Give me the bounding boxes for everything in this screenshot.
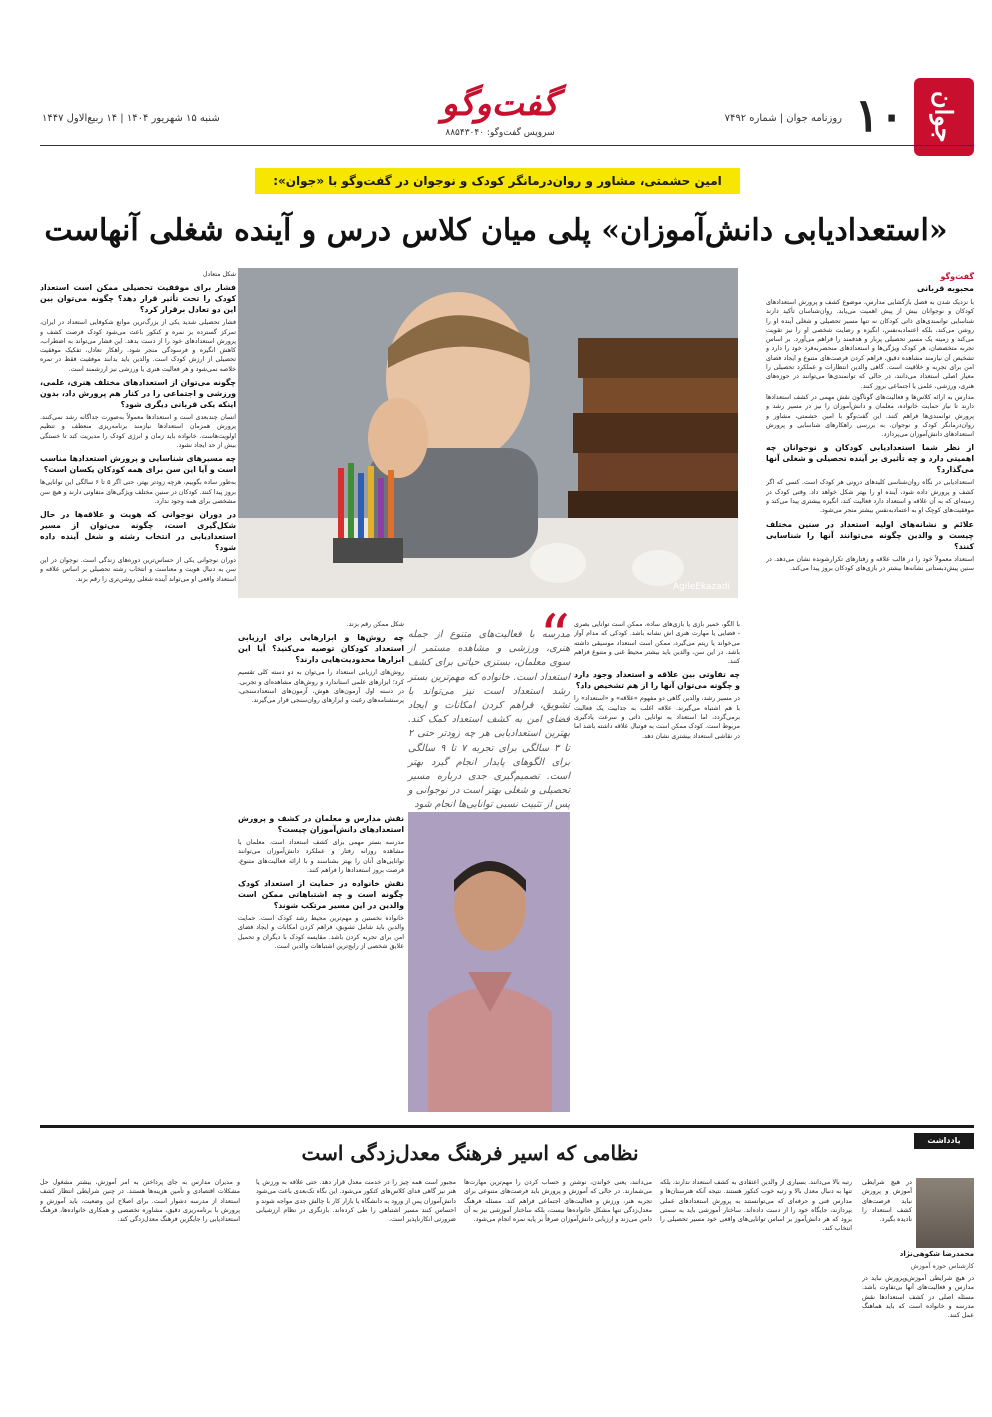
article-column-middle-c — [238, 620, 404, 805]
article-column-middle-a — [574, 620, 740, 1110]
opinion-column-3 — [256, 1178, 456, 1410]
intro-paragraph: با نزدیک شدن به فصل بازگشایی مدارس، موضوع کشف و پرورش استعدادهای کودکان و نوجوانان بیش از پیش اهمیت می‌یابد. روان‌شناسان تأکید دارند شناسایی توانمندی‌های ذاتی کودکان نه تنها مسیر تحصیلی و شغلی آینده او را روشن می‌کند، بلکه اعتمادبه‌نفس، انگیزه و رضایت شخصی او را نیز تقویت می‌کند و زمینه یک مسیر تحصیلی پربار و هدفمند را فراهم می‌آورد. بر اساس تجربه متخصصان، هر کودک ویژگی‌ها و استعدادهای منحصربه‌فرد خود را دارد و تشخیص آن نیازمند مشاهده دقیق، فراهم کردن فرصت‌های متنوع و ایجاد فضای امن برای تجربه و خلاقیت است. گاهی والدین انتظارات و عملکرد تحصیلی را معیار اصلی استعداد می‌دانند، در حالی که توانمندی‌ها می‌توانند در حوزه‌های هنری، ورزشی، علمی یا اجتماعی بروز کنند. — [766, 299, 974, 390]
section-logo: گفت‌وگو — [441, 84, 559, 124]
boy-illustration — [238, 268, 738, 598]
paragraph: و مدیران مدارس به جای پرداختن به امر آموزش، بیشتر مشغول حل مشکلات اقتصادی و تأمین هزینه‌ها هستند. در چنین شرایطی انتظار کشف استعداد از مدرسه دشوار است. برای اصلاح این وضعیت، باید آموزش و پرورش با برنامه‌ریزی دقیق، مشاوره تخصصی و همکاری خانواده‌ها، فرهنگ استعدادیابی را جایگزین فرهنگ معدل‌زدگی کند. — [40, 1179, 240, 1224]
paragraph: به‌طور ساده بگوییم، هرچه زودتر بهتر، حتی اگر ۵ تا ۶ سالگی این توانایی‌ها بروز پیدا کنند. کودکان در سنین مختلف ویژگی‌های متفاوتی دارند و هیچ سن مشخصی برای همه وجود ندارد. — [40, 479, 236, 505]
section-service: سرویس گفت‌وگو: ۸۸۵۴۳۰۴۰ — [445, 128, 555, 138]
paragraph: استعدادیابی در نگاه روان‌شناسی کلیدهای درونی هر کودک است. کسی که اگر کشف و پرورش داده شود، آینده او را بهتر شکل خواهد داد. وقتی کودک در زمینه‌ای که به آن علاقه و استعداد دارد فعالیت کند، انگیزه بیشتری پیدا می‌کند و موفقیت‌های کوچک او به اعتمادبه‌نفس بیشتر منجر می‌شود. — [766, 479, 974, 515]
author-box — [862, 1178, 974, 1410]
opinion-column-4 — [40, 1178, 240, 1410]
article-headline: «استعدادیابی دانش‌آموزان» پلی میان کلاس درس و آینده شغلی آنهاست — [44, 213, 948, 248]
paragraph: استعداد معمولاً خود را در قالب علاقه و رفتارهای تکرارشونده نشان می‌دهد. در سنین پیش‌دبستانی نشانه‌ها بیشتر در بازی‌های کودکان بروز پیدا می‌کند. — [766, 555, 974, 572]
byline-tag: گفت‌وگو — [940, 272, 974, 281]
masthead — [0, 0, 992, 160]
paragraph: مدرسه بستر مهمی برای کشف استعداد است. معلمان با مشاهده روزانه رفتار و عملکرد دانش‌آموزان می‌توانند توانایی‌های آنان را بهتر بشناسند و با ارائه فعالیت‌های متنوع، فرصت بروز استعدادها را فراهم کنند. — [238, 839, 404, 874]
author-role: کارشناس حوزه آموزش — [910, 1262, 974, 1270]
question-heading: نقش خانواده در حمایت از استعداد کودک چگونه است و چه اشتباهاتی ممکن است والدین در این مسیر مرتکب شوند؟ — [238, 879, 404, 911]
photo-credit: AgileEkazadi — [672, 582, 730, 592]
question-heading: چگونه می‌توان از استعدادهای مختلف هنری، علمی، ورزشی و اجتماعی را در کنار هم پرورش داد، بدون اینکه یکی قربانی دیگری شود؟ — [40, 378, 236, 410]
quote-mark-icon: “ — [539, 602, 570, 672]
question-heading: از نظر شما استعدادیابی کودکان و نوجوانان چه اهمیتی دارد و چه تأثیری بر آینده تحصیلی و شغلی آنها می‌گذارد؟ — [766, 443, 974, 475]
question-heading: فشار برای موفقیت تحصیلی ممکن است استعداد کودک را تحت تأثیر قرار دهد؟ چگونه می‌توان بین این دو تعادل برقرار کرد؟ — [40, 283, 236, 315]
author-body: در هیچ شرایطی آموزش‌وپرورش نباید در مدارس و فعالیت‌های آنها بی‌تفاوت باشد. مسئله اصلی در کشف استعدادها نقش مدرسه و خانواده است که باید هماهنگ عمل کنند. — [862, 1275, 974, 1320]
opinion-column-1 — [660, 1178, 852, 1410]
issue-info: روزنامه جوان | شماره ۷۴۹۲ — [724, 113, 842, 124]
paragraph: انسان چندبعدی است و استعدادها معمولاً به‌صورت جداگانه رشد نمی‌کنند. پرورش همزمان استعدادها نیازمند برنامه‌ریزی منعطف و تنظیم اولویت‌هاست. خانواده باید زمان و انرژی کودک را مدیریت کند تا خستگی بیش از حد ایجاد نشود. — [40, 414, 236, 449]
paragraph: مدارس به ارائه کلاس‌ها و فعالیت‌های گوناگون نقش مهمی در کشف استعدادها دارند تا نیاز حمایت خانواده، معلمان و دانش‌آموزان را نیز در مسیر رشد و پرورش توانمندی‌ها فراهم کنند. این گفت‌وگو با امین حشمتی، مشاور و روان‌درمانگر کودک و نوجوان، به بررسی راهکارهای شناسایی و پرورش استعدادهای دانش‌آموزان می‌پردازد. — [766, 393, 974, 439]
paragraph: مجبور است همه چیز را در خدمت معدل قرار دهد. حتی علاقه به ورزش یا هنر نیز گاهی فدای کلاس‌های کنکور می‌شود. این نگاه تک‌بعدی باعث می‌شود دانش‌آموزان پس از ورود به دانشگاه یا بازار کار با چالش جدی مواجه شوند و احساس کنند مسیر اشتباهی را طی کرده‌اند. بازنگری در نظام ارزشیابی ضرورتی انکارناپذیر است. — [256, 1179, 456, 1224]
page-number: ۱۰ — [854, 88, 904, 142]
paragraph: روش‌های ارزیابی استعداد را می‌توان به دو دسته کلی تقسیم کرد؛ ابزارهای علمی استاندارد و روش‌های مشاهده‌ای و تجربی. در دسته اول آزمون‌های هوش، آزمون‌های استعدادسنجی، پرسشنامه‌های رغبت و ابزارهای روان‌سنجی قرار می‌گیرند. — [238, 669, 404, 705]
date-info: شنبه ۱۵ شهریور ۱۴۰۴ | ۱۴ ربیع‌الاول ۱۴۴۷ — [42, 113, 220, 124]
byline-name: محبوبه قربانی — [917, 284, 974, 293]
paragraph: دوران نوجوانی یکی از حساس‌ترین دوره‌های زندگی است. نوجوان در این سن به دنبال هویت و معناست و انتخاب رشته تحصیلی بر اساس علاقه و استعداد واقعی او می‌تواند آینده شغلی روشن‌تری را رقم بزند. — [40, 557, 236, 583]
paragraph: فشار تحصیلی شدید یکی از بزرگ‌ترین موانع شکوفایی استعداد در ایران، تمرکز گسترده بر نمره و کنکور باعث می‌شود کودک فرصت کشف و پرورش استعدادهای خود را از دست بدهد. این فشار می‌تواند به اضطراب، کاهش انگیزه و فرسودگی منجر شود. راهکار تعادل، تفکیک موفقیت تحصیلی از ارزش کودک است. والدین باید بدانند موفقیت فقط در نمره خلاصه نمی‌شود و هر فعالیت هنری یا ورزشی نیز ارزشمند است. — [40, 319, 236, 373]
article-column-left — [40, 270, 236, 1110]
masthead-rule — [40, 145, 974, 146]
article-kicker: امین حشمتی، مشاور و روان‌درمانگر کودک و نوجوان در گفت‌وگو با «جوان»: — [255, 168, 740, 194]
question-heading: چه تفاوتی بین علاقه و استعداد وجود دارد و چگونه می‌توان آنها را از هم تشخیص داد؟ — [574, 670, 740, 691]
paragraph: می‌دانند، یعنی خواندن، نوشتن و حساب کردن را مهم‌ترین مهارت‌ها می‌شمارند. در حالی که آموزش و پرورش باید فرصت‌های متنوعی برای تجربه هنر، ورزش و فعالیت‌های اجتماعی فراهم کند. مسئله فرهنگ معدل‌زدگی تنها مشکل خانواده‌ها نیست، بلکه ساختار آموزشی نیز به آن دامن می‌زند و ارزیابی دانش‌آموزان صرفاً بر پایه نمره انجام می‌شود. — [464, 1179, 652, 1224]
column-tag: یادداشت — [914, 1133, 974, 1149]
pull-quote-text: مدرسه‌ با فعالیت‌های متنوع از جمله هنری، ورزشی و مشاهده مستمر از سوی معلمان، بستری حیاتی برای کشف استعداد است. خانواده که مهم‌ترین بستر رشد استعداد است نیز می‌تواند با تشویق، فراهم کردن امکانات و ایجاد فضای امن به کشف استعداد کمک کند. بهترین استعدادیابی هر چه زودتر حتی ۲ تا ۳ سالگی برای تجربه ۷ تا ۹ سالگی برای الگوهای پایدار انجام گیرد بهتر است. تصمیم‌گیری جدی درباره مسیر تحصیلی و شغلی بهتر است در نوجوانی و پس از تثبیت نسبی توانایی‌ها انجام شود — [408, 629, 570, 811]
author-note: در هیچ شرایطی آموزش و پرورش نباید فرصت‌های کشف استعداد را نادیده بگیرد. — [862, 1179, 912, 1224]
question-heading: چه روش‌ها و ابزارهایی برای ارزیابی استعداد کودکان توصیه می‌کنید؟ آیا این ابزارها محدودیت‌هایی دارند؟ — [238, 633, 404, 665]
question-heading: نقش مدارس و معلمان در کشف و پرورش استعدادهای دانش‌آموزان چیست؟ — [238, 814, 404, 834]
article-column-right — [766, 298, 974, 1110]
paragraph: شکل ممکن رقم بزند. — [346, 621, 404, 628]
article-column-middle-b — [238, 810, 404, 1110]
opinion-headline: نظامی که اسیر فرهنگ معدل‌زدگی است — [301, 1141, 639, 1165]
paragraph: خانواده نخستین و مهم‌ترین محیط رشد کودک است. حمایت والدین باید شامل تشویق، فراهم کردن امکانات و ایجاد فضای امن برای تجربه کردن باشد. مقایسه کودک با دیگران و تحمیل علایق شخصی از رایج‌ترین اشتباهات والدین است. — [238, 915, 404, 951]
main-photo-bored-boy — [238, 268, 738, 598]
question-heading: چه مسیرهای شناسایی و پرورش استعدادها مناسب است و آیا این سن برای همه کودکان یکسان است؟ — [40, 454, 236, 475]
question-heading: علائم و نشانه‌های اولیه استعداد در سنین مختلف چیست و والدین چگونه می‌توانند آنها را شناسایی کنند؟ — [766, 519, 974, 551]
interviewee-portrait — [408, 812, 570, 1112]
paragraph: با الگو، خمیر بازی یا بازی‌های ساده، ممکن است توانایی بصری - فضایی یا مهارت هنری اش نشانه باشد. کودکی که مدام آواز می‌خواند یا ریتم می‌گیرد، ممکن است استعداد موسیقی داشته باشد. در این سن، والدین باید بیشتر محیط غنی و متنوع فراهم کنند. — [574, 621, 740, 666]
opinion-column-2 — [464, 1178, 652, 1410]
paragraph: شکل متعادل — [202, 271, 236, 278]
paragraph: رتبه بالا می‌دانند. بسیاری از والدین اعتقادی به کشف استعداد ندارند، بلکه تنها به دنبال معدل بالا و رتبه خوب کنکور هستند. نتیجه آنکه هنرستان‌ها و مدارس فنی و حرفه‌ای که می‌توانستند به پرورش استعدادهای عملی بپردازند، جایگاه خود را از دست داده‌اند. ساختار آموزشی باید به سمتی برود که هر دانش‌آموز بر اساس توانایی‌های واقعی خود مسیر تحصیلی را انتخاب کند. — [660, 1179, 852, 1233]
question-heading: در دوران نوجوانی که هویت و علاقه‌ها در حال شکل‌گیری است، چگونه می‌توان از مسیر استعدادیابی در انتخاب رشته و شغل آینده داده شود؟ — [40, 510, 236, 553]
author-photo — [916, 1178, 974, 1248]
author-name: محمدرضا شکوهی‌نژاد — [899, 1250, 974, 1258]
paragraph: در مسیر رشد، والدین گاهی دو مفهوم «علاقه» و «استعداد» را با هم اشتباه می‌گیرند. علاقه اغلب به جذابیت یک فعالیت برمی‌گردد، اما استعداد به توانایی ذاتی و سرعت یادگیری مربوط است. کودک ممکن است به فوتبال علاقه داشته باشد اما در نقاشی استعداد بیشتری نشان دهد. — [574, 695, 740, 740]
portrait-illustration — [408, 812, 570, 1112]
section-divider — [40, 1125, 974, 1128]
pull-quote — [408, 602, 570, 811]
newspaper-logo[interactable]: جوان — [914, 78, 974, 156]
